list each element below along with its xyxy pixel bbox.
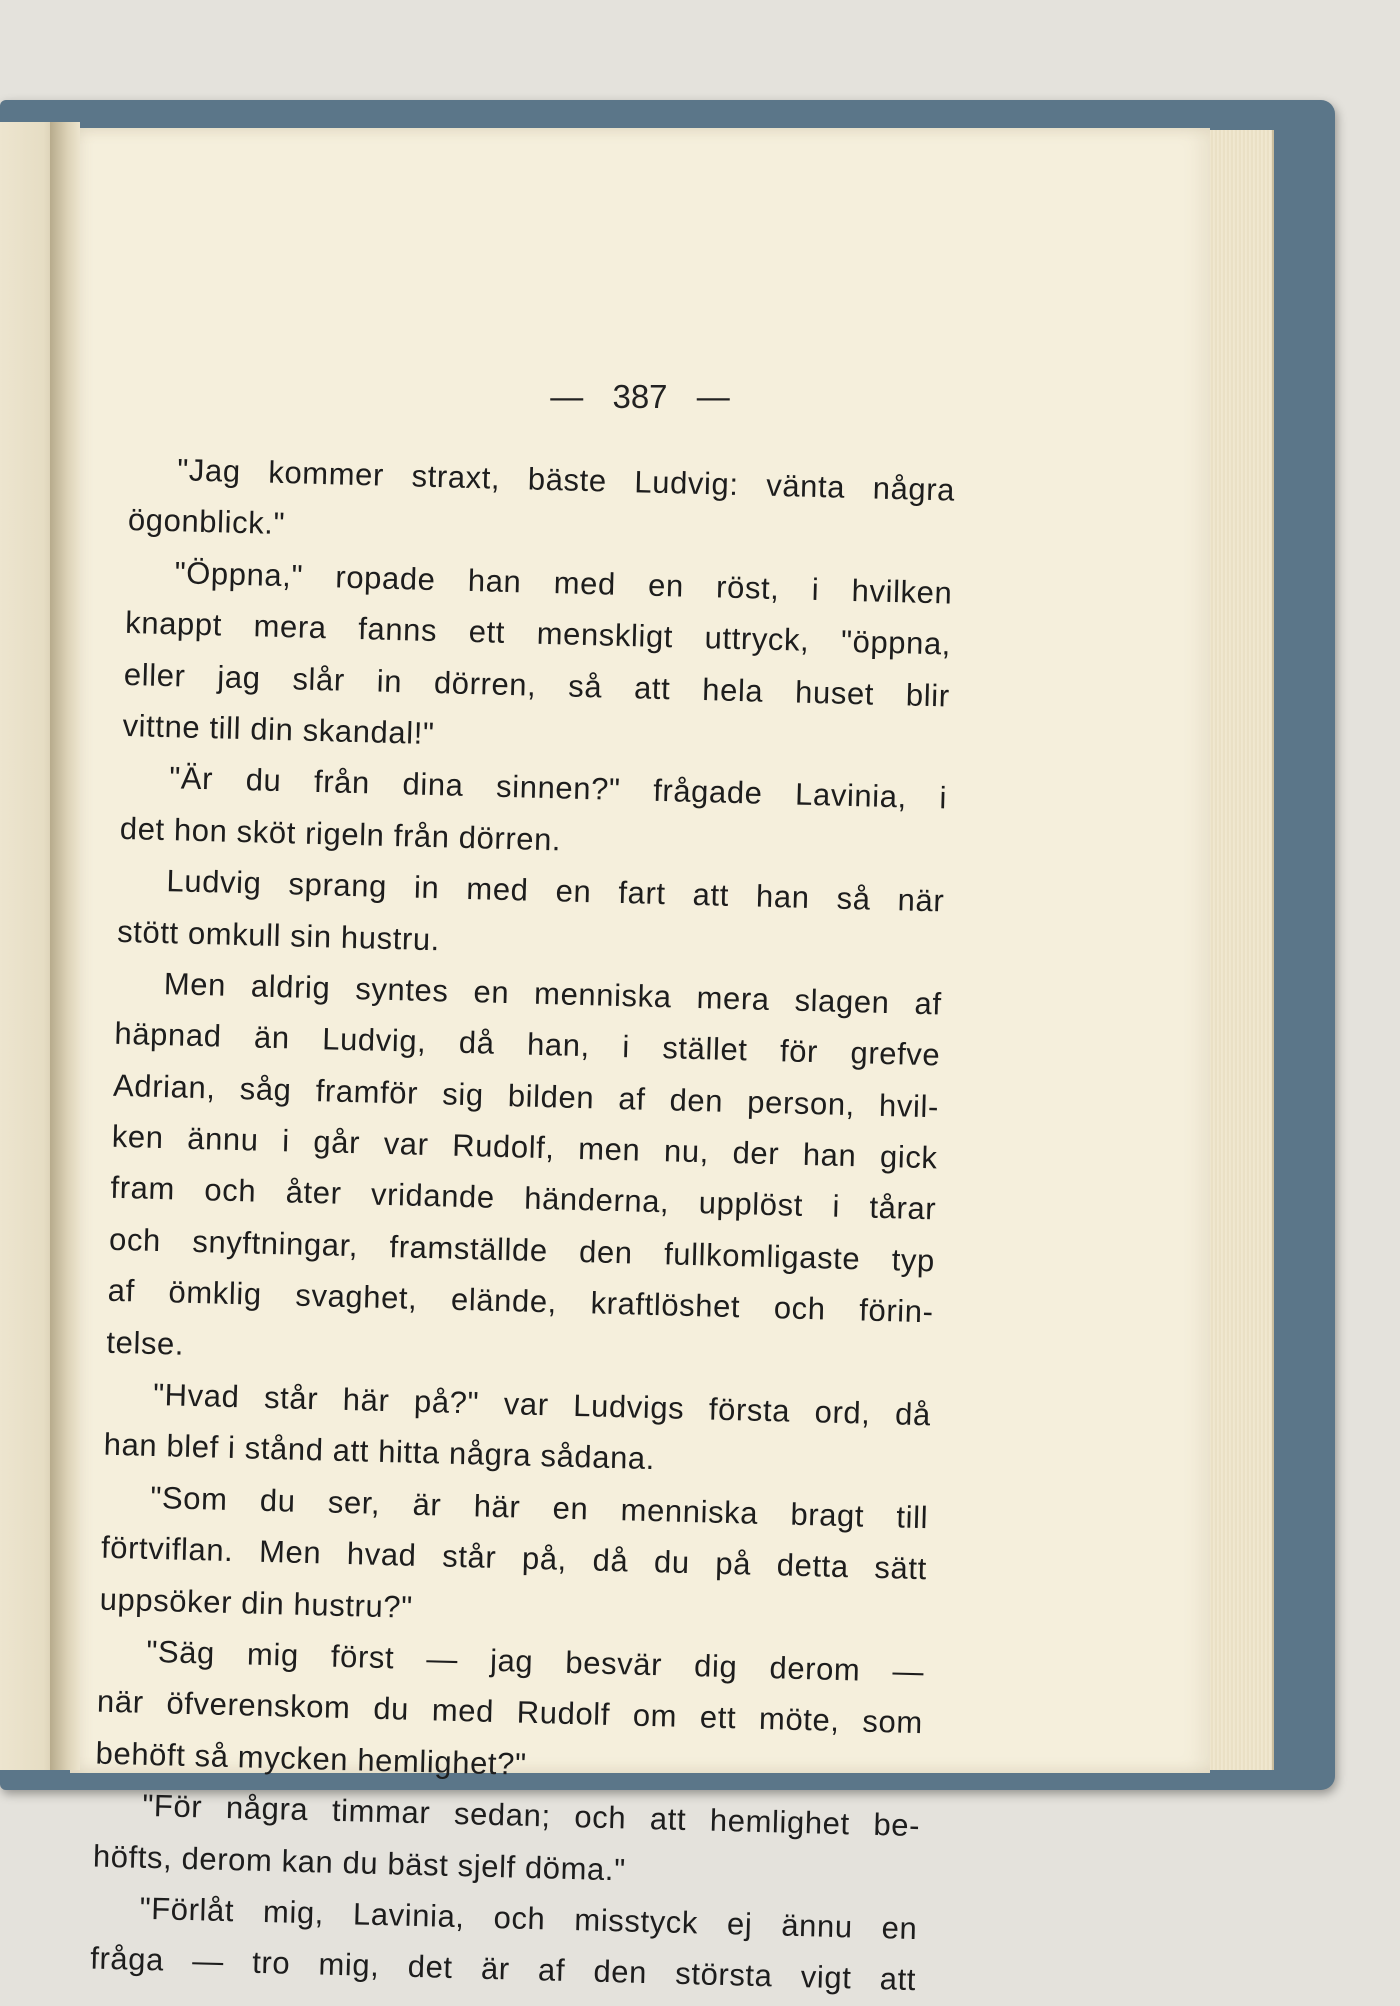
text-line: "Förlåt mig, Lavinia, och misstyck ej ännu en: [139, 1890, 918, 1947]
text-line: fram och åter vridande händerna, upplöst i tårar: [110, 1170, 937, 1227]
right-page: [70, 128, 1210, 1998]
text-line: eller jag slår in dörren, så att hela huset blir: [123, 656, 951, 714]
text-line: "Öppna," ropade han med en röst, i hvilken: [174, 554, 953, 611]
text-line: fråga — tro mig, det är af den största vigt att: [89, 1940, 917, 1998]
text-line: af ömklig svaghet, elände, kraftlöshet och förin-: [107, 1272, 934, 1330]
header-dash-left: —: [550, 378, 584, 415]
text-line: Adrian, såg framför sig bilden af den person, hvil-: [112, 1067, 940, 1125]
text-line: det hon sköt rigeln från dörren.: [119, 810, 562, 858]
text-line: "Hvad står här på?" var Ludvigs första ord, då: [152, 1376, 932, 1433]
text-line: ken ännu i går var Rudolf, men nu, der han gick: [111, 1118, 939, 1176]
text-line: knappt mera fanns ett menskligt uttryck, "öppna,: [124, 605, 952, 662]
text-line: och snyftningar, framställde den fullkomligaste typ: [108, 1221, 936, 1279]
text-line: "Är du från dina sinnen?" frågade Lavinia, i: [168, 760, 948, 816]
page-number: 387: [612, 378, 668, 415]
text-line: vittne till din skandal!": [122, 707, 436, 752]
text-line: behöft så mycken hemlighet?": [95, 1735, 528, 1782]
page-header: [70, 378, 1210, 416]
text-line: han blef i stånd att hitta några sådana.: [103, 1427, 656, 1477]
body-text: [90, 443, 956, 2006]
header-dash-right: —: [696, 378, 730, 415]
text-line: "Säg mig först — jag besvär dig derom —: [145, 1633, 925, 1690]
text-line: förtviflan. Men hvad står på, då du på detta sätt: [100, 1529, 928, 1587]
text-line: när öfverenskom du med Rudolf om ett möte, som: [96, 1683, 924, 1741]
text-line: ögonblick.": [127, 502, 286, 542]
text-line: "Jag kommer straxt, bäste Ludvig: vänta några: [176, 452, 956, 508]
text-line: höfts, derom kan du bäst sjelf döma.": [92, 1838, 627, 1888]
text-line: stött omkull sin hustru.: [116, 913, 441, 957]
text-line: uppsöker din hustru?": [99, 1581, 414, 1625]
text-line: "Som du ser, är här en menniska bragt till: [149, 1479, 929, 1536]
text-line: "För några timmar sedan; och att hemlighet be-: [141, 1787, 921, 1844]
text-line: häpnad än Ludvig, då han, i stället för grefve: [114, 1016, 941, 1073]
book-gutter: [50, 122, 80, 1770]
text-line: Men aldrig syntes en menniska mera slagen af: [163, 965, 943, 1022]
text-line: telse.: [106, 1324, 185, 1362]
text-line: Ludvig sprang in med en fart att han så när: [166, 863, 945, 919]
